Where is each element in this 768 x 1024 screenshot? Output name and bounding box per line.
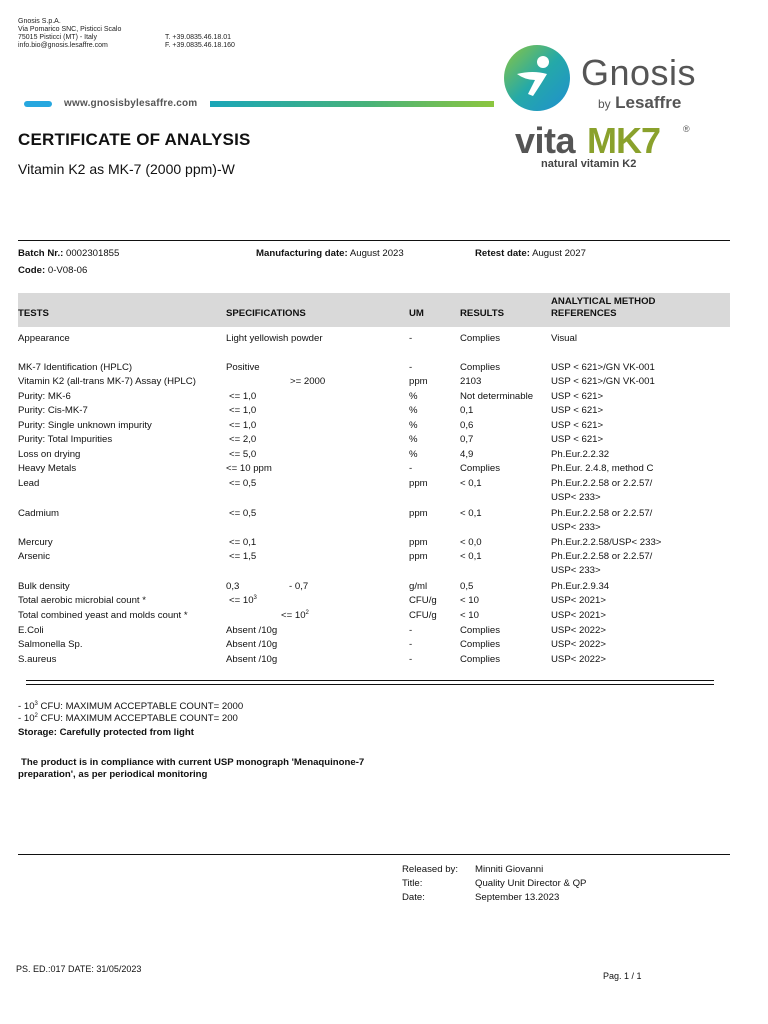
retest-date xyxy=(475,248,586,260)
cell-test: Arsenic xyxy=(18,551,50,562)
cell-method: USP< 2021> xyxy=(551,595,606,606)
cell-spec: <= 0,5 xyxy=(229,508,257,519)
cell-test: Loss on drying xyxy=(18,449,81,460)
retest-label: Retest date: xyxy=(475,248,530,259)
cell-result: 0,6 xyxy=(460,420,474,431)
cell-result: Complies xyxy=(460,654,500,665)
note2-text: CFU: MAXIMUM ACCEPTABLE COUNT= 200 xyxy=(37,713,238,724)
cell-spec: <= 10 ppm xyxy=(226,463,272,474)
note-aerobic-limit xyxy=(18,701,243,713)
cell-spec: Positive xyxy=(226,362,260,373)
cell-um: ppm xyxy=(409,478,428,489)
vitamk7-prefix: vita xyxy=(515,120,576,161)
cell-method: USP < 621>/GN VK-001 xyxy=(551,376,655,387)
cell-method: Visual xyxy=(551,333,577,344)
cell-test: Purity: Total Impurities xyxy=(18,434,113,445)
code-value: 0-V08-06 xyxy=(47,265,88,276)
cell-um: ppm xyxy=(409,376,428,387)
cell-um: % xyxy=(409,405,418,416)
cell-test: Salmonella Sp. xyxy=(18,639,83,650)
cell-um: - xyxy=(409,362,413,373)
code-label: Code: xyxy=(18,265,46,276)
cell-spec: Absent /10g xyxy=(226,639,278,650)
released-by-value: Minniti Giovanni xyxy=(475,864,544,875)
cell-spec-upper: - 0,7 xyxy=(289,581,309,592)
cell-spec-exponent: 2 xyxy=(305,610,309,616)
cell-method: Ph.Eur. 2.4.8, method C xyxy=(551,463,654,474)
address-line-2: 75015 Pisticci (MT) - Italy xyxy=(18,34,97,41)
title-value: Quality Unit Director & QP xyxy=(475,878,587,889)
cell-result: 0,1 xyxy=(460,405,474,416)
cell-um: - xyxy=(409,639,413,650)
company-phone: T. +39.0835.46.18.01 xyxy=(165,34,231,41)
cell-result: Complies xyxy=(460,362,500,373)
table-row xyxy=(0,551,768,579)
cell-method: USP< 2022> xyxy=(551,654,606,665)
cell-test: Purity: Cis-MK-7 xyxy=(18,405,88,416)
company-contacts xyxy=(165,34,285,50)
cell-spec: <= 1,0 xyxy=(229,405,257,416)
page-number: Pag. 1 / 1 xyxy=(603,971,642,981)
header-method: ANALYTICAL METHOD xyxy=(551,296,656,307)
note1-text: CFU: MAXIMUM ACCEPTABLE COUNT= 2000 xyxy=(37,701,244,712)
cell-method: USP< 2021> xyxy=(551,610,606,621)
company-email: info.bio@gnosis.lesaffre.com xyxy=(18,42,108,49)
cell-spec xyxy=(281,610,309,622)
cell-test: MK-7 Identification (HPLC) xyxy=(18,362,133,373)
table-row xyxy=(0,391,768,405)
cell-spec-base: <= 10 xyxy=(229,595,254,606)
divider-double-top xyxy=(26,680,714,681)
cell-method: Ph.Eur.2.2.58 or 2.2.57/ xyxy=(551,508,653,519)
date-value: September 13.2023 xyxy=(475,892,560,903)
cell-test: Appearance xyxy=(18,333,70,344)
cell-result: < 0,1 xyxy=(460,551,482,562)
cell-spec: >= 2000 xyxy=(290,376,326,387)
cell-result: 0,5 xyxy=(460,581,474,592)
compliance-line-1: The product is in compliance with current USP monograph 'Menaquinone-7 xyxy=(21,757,365,768)
table-row xyxy=(0,405,768,419)
table-row xyxy=(0,639,768,653)
cell-method: USP< 2022> xyxy=(551,639,606,650)
lesaffre-wordmark: Lesaffre xyxy=(615,93,682,112)
cell-spec: 0,3 xyxy=(226,581,240,592)
table-row xyxy=(0,625,768,639)
cell-um: CFU/g xyxy=(409,610,437,621)
cell-method: USP < 621> xyxy=(551,434,604,445)
title-label: Title: xyxy=(402,878,423,889)
cell-spec: <= 5,0 xyxy=(229,449,257,460)
retest-value: August 2027 xyxy=(532,248,586,259)
cell-result: Complies xyxy=(460,625,500,636)
gnosis-logo-mark-icon xyxy=(503,44,571,112)
cell-test: Total aerobic microbial count * xyxy=(18,595,146,606)
table-row xyxy=(0,463,768,477)
table-row xyxy=(0,362,768,376)
compliance-line-2: preparation', as per periodical monitoring xyxy=(18,769,208,780)
cell-result: 4,9 xyxy=(460,449,474,460)
page-title: CERTIFICATE OF ANALYSIS xyxy=(18,130,251,149)
divider-double-bottom xyxy=(26,684,714,685)
date-label: Date: xyxy=(402,892,425,903)
cell-spec: Absent /10g xyxy=(226,654,278,665)
cell-um: CFU/g xyxy=(409,595,437,606)
cell-um: % xyxy=(409,420,418,431)
company-fax: F. +39.0835.46.18.160 xyxy=(165,42,235,49)
note1-prefix: - 10 xyxy=(18,701,35,712)
cell-result: Complies xyxy=(460,333,500,344)
cell-spec: <= 2,0 xyxy=(229,434,257,445)
cell-um: - xyxy=(409,625,413,636)
website-text: www.gnosisbylesaffre.com xyxy=(64,98,198,109)
table-row xyxy=(0,654,768,668)
table-row xyxy=(0,420,768,434)
cell-method: USP < 621> xyxy=(551,405,604,416)
cell-test: Lead xyxy=(18,478,40,489)
cell-um: ppm xyxy=(409,508,428,519)
lesaffre-line xyxy=(598,93,681,113)
vitamk7-mark: MK7 xyxy=(587,120,661,161)
gnosis-logo xyxy=(503,44,703,114)
cell-method: USP < 621>/GN VK-001 xyxy=(551,362,655,373)
cell-result: 2103 xyxy=(460,376,482,387)
cell-method: USP < 621> xyxy=(551,391,604,402)
gnosis-wordmark: Gnosis xyxy=(581,52,697,93)
cell-test: Mercury xyxy=(18,537,53,548)
cell-method: Ph.Eur.2.9.34 xyxy=(551,581,610,592)
divider-top xyxy=(18,240,730,241)
edition-footer: PS. ED.:017 DATE: 31/05/2023 xyxy=(16,964,142,974)
batch-value: 0002301855 xyxy=(65,248,120,259)
cell-method: USP< 2022> xyxy=(551,625,606,636)
note2-prefix: - 10 xyxy=(18,713,35,724)
header-um: UM xyxy=(409,308,424,319)
cell-method: USP < 621> xyxy=(551,420,604,431)
cell-result: < 0,1 xyxy=(460,508,482,519)
logo-by: by xyxy=(598,97,611,111)
website-bar-right xyxy=(210,101,494,107)
cell-result: Complies xyxy=(460,463,500,474)
cell-result: < 0,1 xyxy=(460,478,482,489)
mfg-label: Manufacturing date: xyxy=(256,248,348,259)
cell-spec: <= 1,0 xyxy=(229,420,257,431)
cell-spec: <= 1,5 xyxy=(229,551,257,562)
cell-um: ppm xyxy=(409,551,428,562)
table-row xyxy=(0,333,768,347)
company-address xyxy=(18,18,168,50)
table-row xyxy=(0,595,768,609)
cell-test: S.aureus xyxy=(18,654,57,665)
cell-um: - xyxy=(409,333,413,344)
divider-bottom xyxy=(18,854,730,855)
cell-um: % xyxy=(409,391,418,402)
table-row xyxy=(0,434,768,448)
product-name: Vitamin K2 as MK-7 (2000 ppm)-W xyxy=(18,161,235,177)
cell-um: - xyxy=(409,463,413,474)
header-references: REFERENCES xyxy=(551,308,617,319)
cell-result: 0,7 xyxy=(460,434,474,445)
released-by-label: Released by: xyxy=(402,864,458,875)
cell-test: Purity: Single unknown impurity xyxy=(18,420,152,431)
table-row xyxy=(0,449,768,463)
batch-number xyxy=(18,248,119,260)
header-results: RESULTS xyxy=(460,308,505,319)
cell-um: g/ml xyxy=(409,581,428,592)
cell-result: Complies xyxy=(460,639,500,650)
table-header xyxy=(18,293,730,327)
cell-um: - xyxy=(409,654,413,665)
mfg-value: August 2023 xyxy=(349,248,404,259)
cell-spec: Light yellowish powder xyxy=(226,333,323,344)
compliance-statement xyxy=(18,757,438,781)
cell-result: < 10 xyxy=(460,595,479,606)
cell-test: Bulk density xyxy=(18,581,70,592)
table-row xyxy=(0,376,768,390)
cell-um: % xyxy=(409,434,418,445)
cell-method: Ph.Eur.2.2.58 or 2.2.57/ xyxy=(551,478,653,489)
cell-test: Total combined yeast and molds count * xyxy=(18,610,188,621)
note2-exponent: 2 xyxy=(34,713,38,719)
note1-exponent: 3 xyxy=(34,701,38,707)
note-yeast-limit xyxy=(18,713,238,725)
cell-method-line2: USP< 233> xyxy=(551,565,601,576)
cell-result: < 0,0 xyxy=(460,537,482,548)
header-specifications: SPECIFICATIONS xyxy=(226,308,306,319)
cell-spec-base: <= 10 xyxy=(281,610,306,621)
website-bar-left xyxy=(24,101,52,107)
cell-test: E.Coli xyxy=(18,625,44,636)
product-code xyxy=(18,265,87,277)
cell-spec: <= 0,1 xyxy=(229,537,257,548)
address-line-1: Via Pomarico SNC, Pisticci Scalo xyxy=(18,26,122,33)
cell-result: Not determinable xyxy=(460,391,534,402)
company-name: Gnosis S.p.A. xyxy=(18,18,61,25)
cell-spec: Absent /10g xyxy=(226,625,278,636)
cell-spec: <= 0,5 xyxy=(229,478,257,489)
cell-spec xyxy=(229,595,257,607)
cell-test: Vitamin K2 (all-trans MK-7) Assay (HPLC) xyxy=(18,376,196,387)
cell-test: Heavy Metals xyxy=(18,463,77,474)
vitamk7-registered: ® xyxy=(683,124,690,134)
header-tests: TESTS xyxy=(18,308,49,319)
table-row xyxy=(0,581,768,595)
release-block xyxy=(402,864,722,912)
cell-method: Ph.Eur.2.2.58/USP< 233> xyxy=(551,537,662,548)
cell-method-line2: USP< 233> xyxy=(551,522,601,533)
cell-test: Cadmium xyxy=(18,508,60,519)
cell-method: Ph.Eur.2.2.58 or 2.2.57/ xyxy=(551,551,653,562)
table-row xyxy=(0,537,768,551)
cell-result: < 10 xyxy=(460,610,479,621)
cell-test: Purity: MK-6 xyxy=(18,391,71,402)
vitamk7-tagline: natural vitamin K2 xyxy=(541,158,637,170)
table-row xyxy=(0,478,768,506)
table-row xyxy=(0,508,768,536)
manufacturing-date xyxy=(256,248,404,260)
table-row xyxy=(0,610,768,624)
cell-spec-exponent: 3 xyxy=(253,595,257,601)
cell-spec: <= 1,0 xyxy=(229,391,257,402)
cell-method-line2: USP< 233> xyxy=(551,492,601,503)
cell-method: Ph.Eur.2.2.32 xyxy=(551,449,610,460)
storage-note: Storage: Carefully protected from light xyxy=(18,727,194,738)
cell-um: % xyxy=(409,449,418,460)
vitamk7-logo xyxy=(515,120,705,176)
batch-label: Batch Nr.: xyxy=(18,248,64,259)
cell-um: ppm xyxy=(409,537,428,548)
